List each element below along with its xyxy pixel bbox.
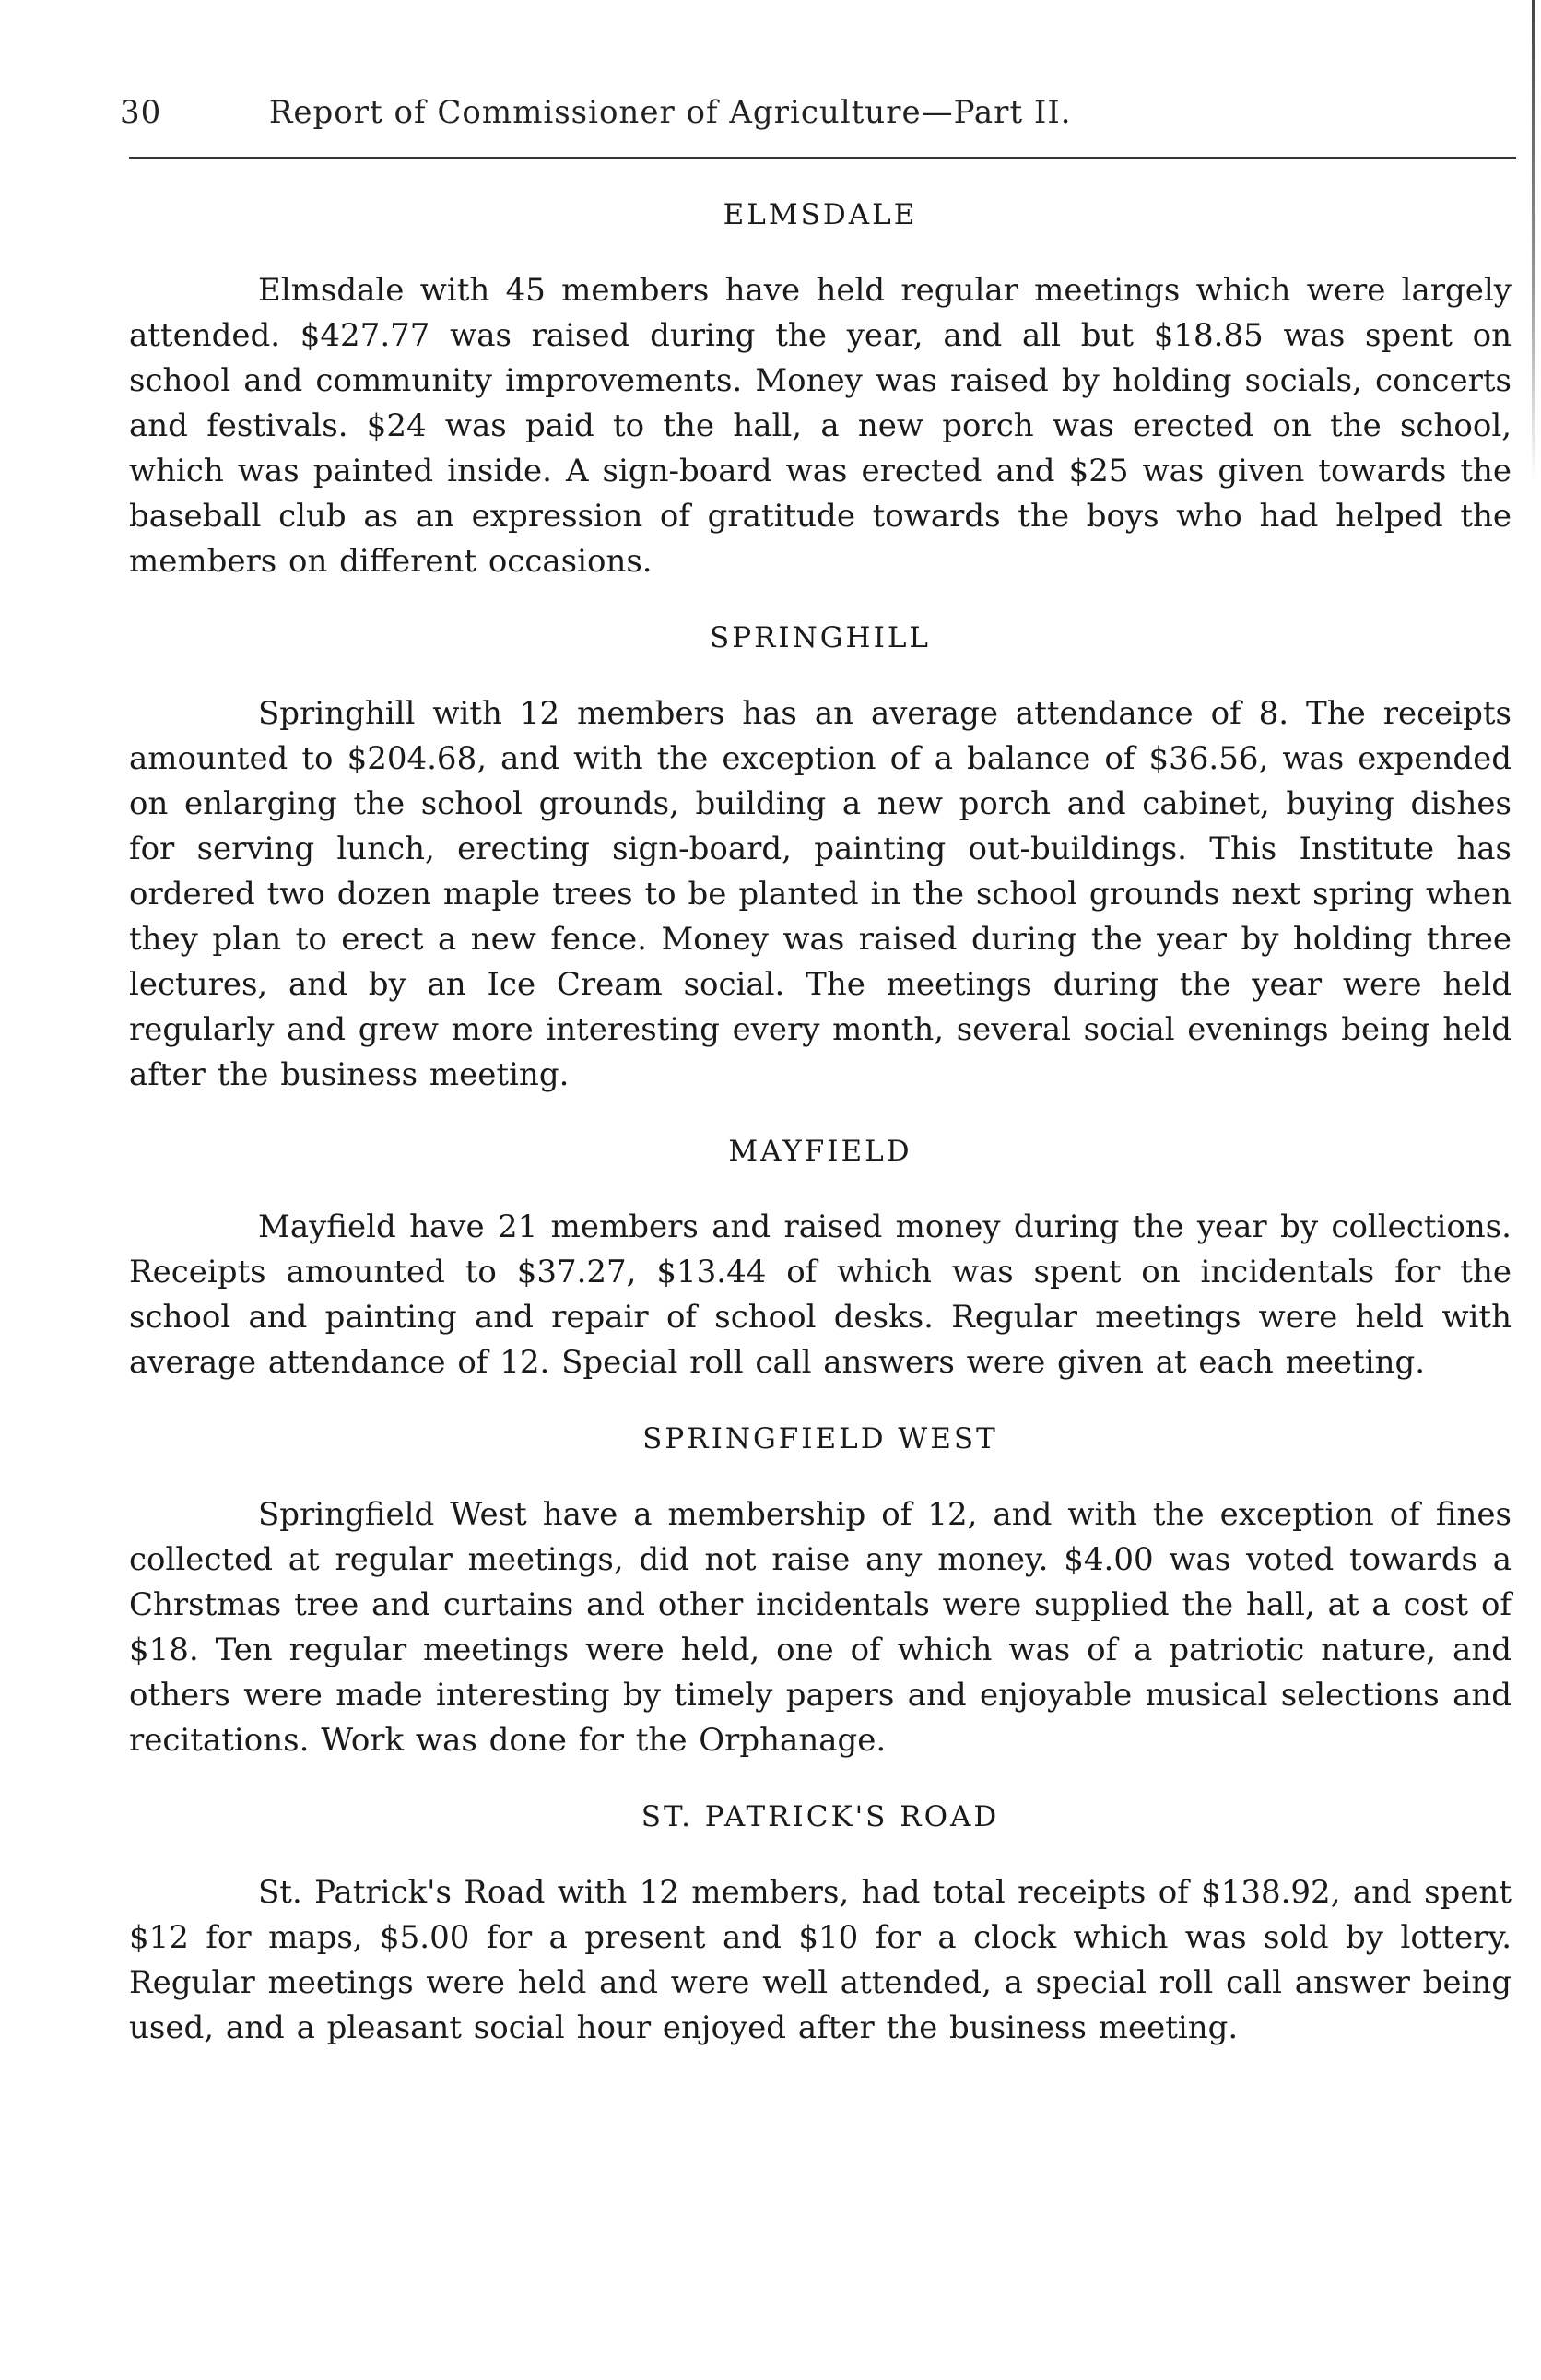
section-paragraph: Elmsdale with 45 members have held regular meetings which were largely attended. $427.77 was raised during the year, and all but $18.85 was spent on school and community improvements. Money was raised by holding socials, concerts and festivals. $24 was paid to the hall, a new porch was erected on the school, which was painted inside. A sign-board was erected and $25 was given towards the baseball club as an expression of gratitude towards the boys who had helped the members on different occasions. [129,272,1512,580]
section-paragraph: Springfield West have a membership of 12, and with the exception of fines collected at regular meetings, did not raise any money. $4.00 was voted towards a Chrstmas tree and curtains and other incidentals were supplied the hall, at a cost of $18. Ten regular meetings were held, one of which was of a patriotic nature, and others were made interesting by timely papers and enjoyable musical selections and recitations. Work was done for the Orphanage. [129,1496,1512,1759]
section-paragraph: Mayfield have 21 members and raised money during the year by collections. Receipts amounted to $37.27, $13.44 of which was spent on incidentals for the school and painting and repair of school desks. Regular meetings were held with average attendance of 12. Special roll call answers were given at each meeting. [129,1208,1512,1381]
section-st-patricks-road [129,1800,1512,2051]
section-heading: MAYFIELD [728,1135,912,1168]
section-heading: ST. PATRICK'S ROAD [641,1800,1000,1833]
section-mayfield [129,1135,1512,1385]
section-paragraph: Springhill with 12 members has an average attendance of 8. The receipts amounted to $204.68, and with the exception of a balance of $36.56, was expended on enlarging the school grounds, building a new porch and cabinet, buying dishes for serving lunch, erecting sign-board, painting out-buildings. This Institute has ordered two dozen maple trees to be planted in the school grounds next spring when they plan to erect a new fence. Money was raised during the year by holding three lectures, and by an Ice Cream social. The meetings during the year were held regularly and grew more interesting every month, several social evenings being held after the business meeting. [129,695,1512,1093]
section-elmsdale [129,198,1512,584]
section-heading: SPRINGHILL [709,621,932,654]
section-paragraph: St. Patrick's Road with 12 members, had total receipts of $138.92, and spent $12 for maps, $5.00 for a present and $10 for a clock which was sold by lottery. Regular meetings were held and were well attended, a special roll call answer being used, and a pleasant social hour enjoyed after the business meeting. [129,1874,1512,2046]
section-heading: ELMSDALE [723,198,918,231]
scan-edge-mark [1532,0,1535,479]
running-head [120,94,1521,131]
section-springhill [129,621,1512,1098]
running-title: Report of Commissioner of Agriculture—Part II. [268,94,1072,131]
page-number: 30 [120,94,162,131]
page-content [129,198,1512,2088]
section-springfield-west [129,1422,1512,1763]
header-rule [129,157,1516,159]
section-heading: SPRINGFIELD WEST [642,1422,998,1455]
